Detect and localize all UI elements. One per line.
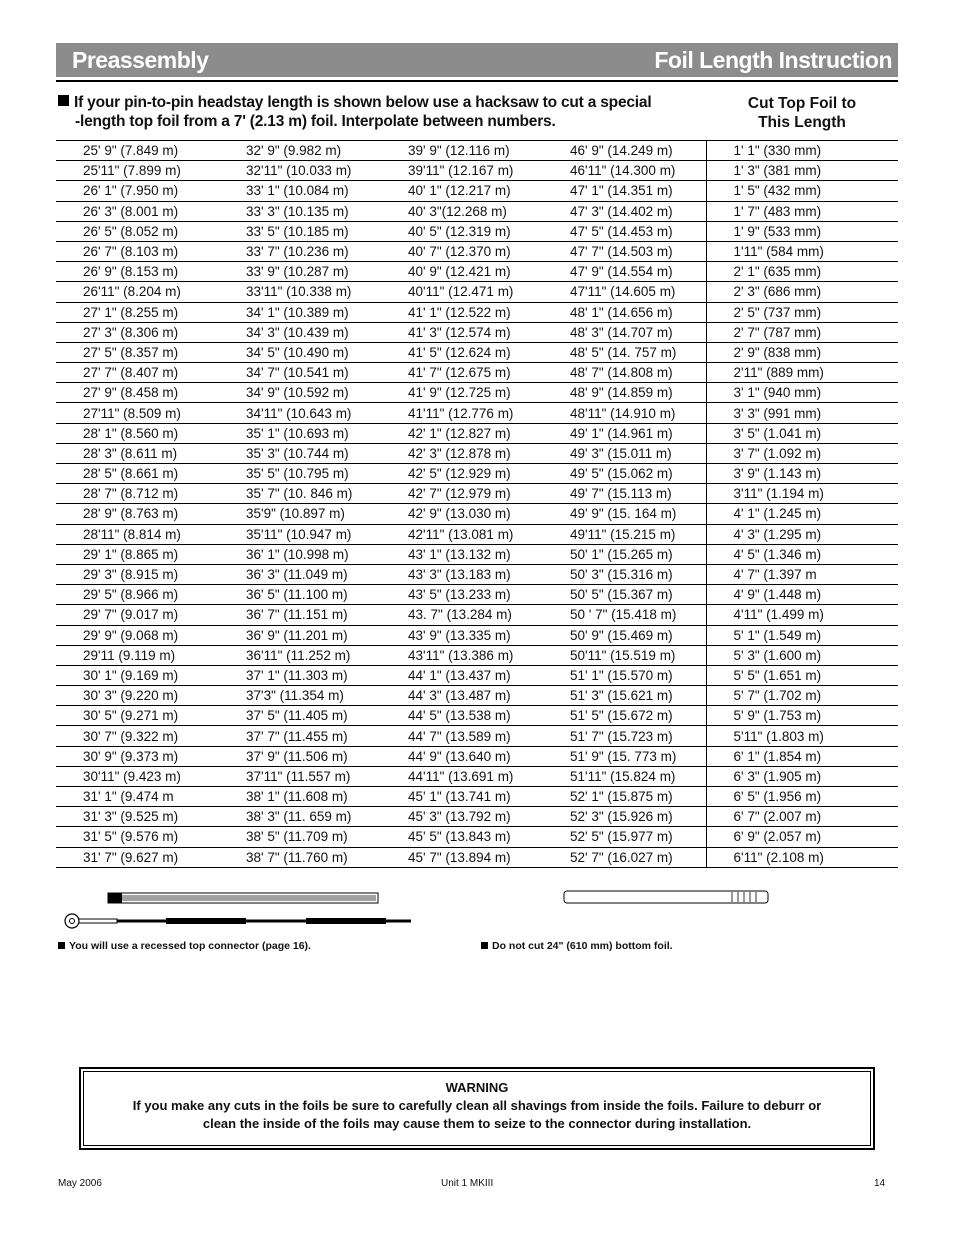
- table-row: [56, 787, 898, 807]
- table-row: [56, 403, 898, 423]
- headstay-length-cell: 48' 5" (14. 757 m): [543, 342, 706, 362]
- headstay-length-cell: 45' 3" (13.792 m): [381, 807, 543, 827]
- headstay-length-cell: 46' 9" (14.249 m): [543, 141, 706, 161]
- headstay-length-cell: 26' 5" (8.052 m): [56, 221, 219, 241]
- headstay-length-cell: 42' 7" (12.979 m): [381, 484, 543, 504]
- headstay-length-cell: 29' 7" (9.017 m): [56, 605, 219, 625]
- headstay-length-cell: 42' 3" (12.878 m): [381, 443, 543, 463]
- warning-line-2: clean the inside of the foils may cause them to seize to the connector during installation.: [202, 1116, 752, 1131]
- bullet-square-icon: [58, 95, 69, 106]
- headstay-length-cell: 40' 5" (12.319 m): [381, 221, 543, 241]
- headstay-length-cell: 44' 3" (13.487 m): [381, 686, 543, 706]
- headstay-length-cell: 34' 7" (10.541 m): [219, 363, 381, 383]
- headstay-length-cell: 31' 5" (9.576 m): [56, 827, 219, 847]
- headstay-length-cell: 51'11" (15.824 m): [543, 766, 706, 786]
- table-row: [56, 322, 898, 342]
- intro-instruction: [58, 93, 698, 131]
- headstay-length-cell: 51' 9" (15. 773 m): [543, 746, 706, 766]
- headstay-length-cell: 43' 5" (13.233 m): [381, 585, 543, 605]
- headstay-length-cell: 30'11" (9.423 m): [56, 766, 219, 786]
- cut-length-cell: 5' 1" (1.549 m): [706, 625, 898, 645]
- cut-length-cell: 4' 1" (1.245 m): [706, 504, 898, 524]
- headstay-length-cell: 27' 9" (8.458 m): [56, 383, 219, 403]
- table-row: [56, 746, 898, 766]
- headstay-length-cell: 31' 7" (9.627 m): [56, 847, 219, 867]
- headstay-length-cell: 51' 1" (15.570 m): [543, 665, 706, 685]
- headstay-length-cell: 47' 7" (14.503 m): [543, 241, 706, 261]
- cut-length-cell: 2' 5" (737 mm): [706, 302, 898, 322]
- headstay-length-cell: 27'11" (8.509 m): [56, 403, 219, 423]
- headstay-length-cell: 35' 7" (10. 846 m): [219, 484, 381, 504]
- table-row: [56, 665, 898, 685]
- cut-title-line-2: This Length: [758, 114, 846, 131]
- headstay-length-cell: 35' 3" (10.744 m): [219, 443, 381, 463]
- cut-length-cell: 5' 9" (1.753 m): [706, 706, 898, 726]
- headstay-length-cell: 30' 5" (9.271 m): [56, 706, 219, 726]
- headstay-length-cell: 30' 1" (9.169 m): [56, 665, 219, 685]
- headstay-length-cell: 45' 7" (13.894 m): [381, 847, 543, 867]
- headstay-length-cell: 52' 5" (15.977 m): [543, 827, 706, 847]
- note-right-text: Do not cut 24" (610 mm) bottom foil.: [492, 940, 673, 952]
- headstay-length-cell: 40' 3"(12.268 m): [381, 201, 543, 221]
- headstay-length-cell: 48'11" (14.910 m): [543, 403, 706, 423]
- headstay-length-cell: 44'11" (13.691 m): [381, 766, 543, 786]
- headstay-length-cell: 42' 5" (12.929 m): [381, 464, 543, 484]
- headstay-length-cell: 35'11" (10.947 m): [219, 524, 381, 544]
- cut-length-cell: 5'11" (1.803 m): [706, 726, 898, 746]
- warning-box: [79, 1067, 875, 1150]
- table-row: [56, 524, 898, 544]
- table-row: [56, 141, 898, 161]
- cut-length-cell: 1' 5" (432 mm): [706, 181, 898, 201]
- table-row: [56, 383, 898, 403]
- cut-length-cell: 2' 7" (787 mm): [706, 322, 898, 342]
- headstay-length-cell: 42' 9" (13.030 m): [381, 504, 543, 524]
- headstay-length-cell: 26' 9" (8.153 m): [56, 262, 219, 282]
- headstay-length-cell: 42' 1" (12.827 m): [381, 423, 543, 443]
- headstay-length-cell: 37'11" (11.557 m): [219, 766, 381, 786]
- headstay-length-cell: 33' 3" (10.135 m): [219, 201, 381, 221]
- table-row: [56, 847, 898, 867]
- headstay-length-cell: 37'3" (11.354 m): [219, 686, 381, 706]
- headstay-length-cell: 33' 1" (10.084 m): [219, 181, 381, 201]
- headstay-length-cell: 40' 7" (12.370 m): [381, 241, 543, 261]
- cut-length-cell: 3' 7" (1.092 m): [706, 443, 898, 463]
- headstay-length-cell: 49' 5" (15.062 m): [543, 464, 706, 484]
- footer-model: Unit 1 MKIII: [441, 1178, 494, 1189]
- bullet-square-icon: [481, 942, 488, 949]
- table-row: [56, 221, 898, 241]
- headstay-length-cell: 50' 1" (15.265 m): [543, 544, 706, 564]
- headstay-length-cell: 49' 3" (15.011 m): [543, 443, 706, 463]
- table-row: [56, 282, 898, 302]
- headstay-length-cell: 26' 7" (8.103 m): [56, 241, 219, 261]
- footer-date: May 2006: [58, 1178, 102, 1189]
- headstay-length-cell: 49' 7" (15.113 m): [543, 484, 706, 504]
- cut-length-cell: 1' 9" (533 mm): [706, 221, 898, 241]
- headstay-length-cell: 48' 7" (14.808 m): [543, 363, 706, 383]
- note-recessed-connector: [58, 940, 311, 952]
- table-body: [56, 141, 898, 867]
- headstay-length-cell: 34' 5" (10.490 m): [219, 342, 381, 362]
- warning-title: WARNING: [445, 1080, 509, 1095]
- headstay-length-cell: 40' 1" (12.217 m): [381, 181, 543, 201]
- headstay-length-cell: 51' 5" (15.672 m): [543, 706, 706, 726]
- section-title: Preassembly: [72, 46, 209, 73]
- headstay-length-cell: 47' 5" (14.453 m): [543, 221, 706, 241]
- table-row: [56, 161, 898, 181]
- headstay-length-cell: 28' 1" (8.560 m): [56, 423, 219, 443]
- table-row: [56, 564, 898, 584]
- section-header-bar: [56, 43, 898, 77]
- cut-length-cell: 6' 1" (1.854 m): [706, 746, 898, 766]
- headstay-length-cell: 36' 5" (11.100 m): [219, 585, 381, 605]
- headstay-length-cell: 35' 5" (10.795 m): [219, 464, 381, 484]
- headstay-length-cell: 49' 9" (15. 164 m): [543, 504, 706, 524]
- headstay-length-cell: 32' 9" (9.982 m): [219, 141, 381, 161]
- headstay-length-cell: 39'11" (12.167 m): [381, 161, 543, 181]
- headstay-length-cell: 46'11" (14.300 m): [543, 161, 706, 181]
- table-row: [56, 464, 898, 484]
- headstay-length-cell: 29' 9" (9.068 m): [56, 625, 219, 645]
- headstay-length-cell: 43'11" (13.386 m): [381, 645, 543, 665]
- table-row: [56, 201, 898, 221]
- cut-length-cell: 3' 5" (1.041 m): [706, 423, 898, 443]
- table-row: [56, 423, 898, 443]
- headstay-length-cell: 38' 3" (11. 659 m): [219, 807, 381, 827]
- headstay-length-cell: 41' 3" (12.574 m): [381, 322, 543, 342]
- headstay-length-cell: 43. 7" (13.284 m): [381, 605, 543, 625]
- table-row: [56, 807, 898, 827]
- headstay-length-cell: 36' 1" (10.998 m): [219, 544, 381, 564]
- cut-length-cell: 1' 3" (381 mm): [706, 161, 898, 181]
- headstay-length-cell: 47' 1" (14.351 m): [543, 181, 706, 201]
- table-row: [56, 181, 898, 201]
- table-row: [56, 605, 898, 625]
- headstay-length-cell: 41' 5" (12.624 m): [381, 342, 543, 362]
- table-row: [56, 726, 898, 746]
- headstay-length-cell: 31' 3" (9.525 m): [56, 807, 219, 827]
- cut-length-cell: 5' 3" (1.600 m): [706, 645, 898, 665]
- headstay-length-cell: 32'11" (10.033 m): [219, 161, 381, 181]
- headstay-length-cell: 34' 9" (10.592 m): [219, 383, 381, 403]
- cut-length-cell: 4'11" (1.499 m): [706, 605, 898, 625]
- cut-length-cell: 4' 7" (1.397 m: [706, 564, 898, 584]
- cut-length-cell: 6'11" (2.108 m): [706, 847, 898, 867]
- cut-length-cell: 3' 1" (940 mm): [706, 383, 898, 403]
- page-title: Foil Length Instruction: [654, 46, 892, 73]
- headstay-length-cell: 52' 1" (15.875 m): [543, 787, 706, 807]
- headstay-length-cell: 33'11" (10.338 m): [219, 282, 381, 302]
- headstay-length-cell: 44' 7" (13.589 m): [381, 726, 543, 746]
- note-left-text: You will use a recessed top connector (page 16).: [69, 940, 311, 952]
- footer-page-number: 14: [874, 1178, 886, 1189]
- headstay-length-cell: 50' 3" (15.316 m): [543, 564, 706, 584]
- table-row: [56, 342, 898, 362]
- headstay-length-cell: 36' 3" (11.049 m): [219, 564, 381, 584]
- headstay-length-cell: 28' 7" (8.712 m): [56, 484, 219, 504]
- headstay-length-cell: 41' 9" (12.725 m): [381, 383, 543, 403]
- cut-length-cell: 2' 3" (686 mm): [706, 282, 898, 302]
- headstay-length-cell: 48' 9" (14.859 m): [543, 383, 706, 403]
- table-row: [56, 766, 898, 786]
- warning-content: [83, 1071, 871, 1146]
- headstay-length-cell: 44' 9" (13.640 m): [381, 746, 543, 766]
- cut-length-cell: 2'11" (889 mm): [706, 363, 898, 383]
- headstay-length-cell: 50' 5" (15.367 m): [543, 585, 706, 605]
- headstay-length-cell: 42'11" (13.081 m): [381, 524, 543, 544]
- warning-line-1: If you make any cuts in the foils be sure to carefully clean all shavings from inside the foils. Failure to deburr or: [132, 1098, 822, 1113]
- headstay-length-cell: 29'11 (9.119 m): [56, 645, 219, 665]
- headstay-length-cell: 36' 7" (11.151 m): [219, 605, 381, 625]
- table-row: [56, 484, 898, 504]
- headstay-length-cell: 27' 3" (8.306 m): [56, 322, 219, 342]
- headstay-length-cell: 28' 3" (8.611 m): [56, 443, 219, 463]
- headstay-length-cell: 50' 9" (15.469 m): [543, 625, 706, 645]
- headstay-length-cell: 34'11" (10.643 m): [219, 403, 381, 423]
- table-row: [56, 827, 898, 847]
- headstay-length-cell: 30' 9" (9.373 m): [56, 746, 219, 766]
- headstay-length-cell: 44' 5" (13.538 m): [381, 706, 543, 726]
- headstay-length-cell: 28' 9" (8.763 m): [56, 504, 219, 524]
- headstay-length-cell: 48' 3" (14.707 m): [543, 322, 706, 342]
- headstay-length-cell: 40'11" (12.471 m): [381, 282, 543, 302]
- cut-length-cell: 1' 7" (483 mm): [706, 201, 898, 221]
- table-row: [56, 645, 898, 665]
- headstay-length-cell: 38' 7" (11.760 m): [219, 847, 381, 867]
- bottom-foil-illustration: [562, 889, 772, 907]
- cut-length-cell: 4' 5" (1.346 m): [706, 544, 898, 564]
- table-row: [56, 544, 898, 564]
- headstay-length-cell: 51' 3" (15.621 m): [543, 686, 706, 706]
- headstay-length-cell: 48' 1" (14.656 m): [543, 302, 706, 322]
- intro-line-2: -length top foil from a 7' (2.13 m) foil. Interpolate between numbers.: [75, 113, 556, 130]
- headstay-length-cell: 39' 9" (12.116 m): [381, 141, 543, 161]
- cut-length-cell: 6' 3" (1.905 m): [706, 766, 898, 786]
- headstay-length-cell: 38' 5" (11.709 m): [219, 827, 381, 847]
- headstay-length-cell: 33' 5" (10.185 m): [219, 221, 381, 241]
- headstay-length-cell: 52' 3" (15.926 m): [543, 807, 706, 827]
- headstay-length-cell: 30' 3" (9.220 m): [56, 686, 219, 706]
- headstay-length-cell: 41' 1" (12.522 m): [381, 302, 543, 322]
- headstay-length-cell: 47'11" (14.605 m): [543, 282, 706, 302]
- table-row: [56, 241, 898, 261]
- headstay-length-cell: 37' 7" (11.455 m): [219, 726, 381, 746]
- headstay-length-cell: 33' 9" (10.287 m): [219, 262, 381, 282]
- table-row: [56, 706, 898, 726]
- headstay-length-cell: 47' 3" (14.402 m): [543, 201, 706, 221]
- headstay-length-cell: 44' 1" (13.437 m): [381, 665, 543, 685]
- headstay-length-cell: 43' 3" (13.183 m): [381, 564, 543, 584]
- headstay-length-cell: 26'11" (8.204 m): [56, 282, 219, 302]
- intro-line-1: If your pin-to-pin headstay length is shown below use a hacksaw to cut a special: [74, 94, 652, 111]
- headstay-length-cell: 52' 7" (16.027 m): [543, 847, 706, 867]
- header-rule: [56, 80, 898, 82]
- cut-length-cell: 4' 9" (1.448 m): [706, 585, 898, 605]
- cut-length-cell: 1'11" (584 mm): [706, 241, 898, 261]
- headstay-length-cell: 37' 1" (11.303 m): [219, 665, 381, 685]
- top-foil-with-connector-illustration: [56, 885, 416, 931]
- headstay-length-cell: 34' 3" (10.439 m): [219, 322, 381, 342]
- headstay-length-cell: 49' 1" (14.961 m): [543, 423, 706, 443]
- headstay-length-cell: 37' 9" (11.506 m): [219, 746, 381, 766]
- cut-length-cell: 3'11" (1.194 m): [706, 484, 898, 504]
- headstay-length-cell: 36' 9" (11.201 m): [219, 625, 381, 645]
- headstay-length-cell: 35'9" (10.897 m): [219, 504, 381, 524]
- table-row: [56, 686, 898, 706]
- cut-length-cell: 4' 3" (1.295 m): [706, 524, 898, 544]
- headstay-length-cell: 38' 1" (11.608 m): [219, 787, 381, 807]
- headstay-length-cell: 26' 3" (8.001 m): [56, 201, 219, 221]
- headstay-length-cell: 35' 1" (10.693 m): [219, 423, 381, 443]
- cut-length-cell: 5' 5" (1.651 m): [706, 665, 898, 685]
- headstay-length-cell: 43' 1" (13.132 m): [381, 544, 543, 564]
- headstay-length-cell: 33' 7" (10.236 m): [219, 241, 381, 261]
- table-row: [56, 504, 898, 524]
- cut-length-cell: 1' 1" (330 mm): [706, 141, 898, 161]
- table-row: [56, 363, 898, 383]
- headstay-length-cell: 27' 7" (8.407 m): [56, 363, 219, 383]
- headstay-length-cell: 50'11" (15.519 m): [543, 645, 706, 665]
- headstay-length-cell: 29' 3" (8.915 m): [56, 564, 219, 584]
- headstay-length-cell: 40' 9" (12.421 m): [381, 262, 543, 282]
- headstay-length-cell: 41' 7" (12.675 m): [381, 363, 543, 383]
- headstay-length-cell: 29' 5" (8.966 m): [56, 585, 219, 605]
- table-row: [56, 302, 898, 322]
- headstay-length-cell: 45' 5" (13.843 m): [381, 827, 543, 847]
- headstay-length-cell: 45' 1" (13.741 m): [381, 787, 543, 807]
- table-row: [56, 262, 898, 282]
- table-row: [56, 625, 898, 645]
- headstay-length-cell: 34' 1" (10.389 m): [219, 302, 381, 322]
- headstay-length-cell: 41'11" (12.776 m): [381, 403, 543, 423]
- headstay-length-cell: 51' 7" (15.723 m): [543, 726, 706, 746]
- headstay-length-cell: 28'11" (8.814 m): [56, 524, 219, 544]
- headstay-length-cell: 27' 1" (8.255 m): [56, 302, 219, 322]
- table-row: [56, 443, 898, 463]
- headstay-length-cell: 27' 5" (8.357 m): [56, 342, 219, 362]
- headstay-length-cell: 31' 1" (9.474 m: [56, 787, 219, 807]
- headstay-length-cell: 47' 9" (14.554 m): [543, 262, 706, 282]
- cut-length-cell: 5' 7" (1.702 m): [706, 686, 898, 706]
- cut-length-cell: 3' 9" (1.143 m): [706, 464, 898, 484]
- headstay-length-cell: 30' 7" (9.322 m): [56, 726, 219, 746]
- cut-length-cell: 6' 9" (2.057 m): [706, 827, 898, 847]
- cut-length-cell: 6' 7" (2.007 m): [706, 807, 898, 827]
- headstay-length-cell: 37' 5" (11.405 m): [219, 706, 381, 726]
- headstay-length-cell: 25' 9" (7.849 m): [56, 141, 219, 161]
- cut-title-line-1: Cut Top Foil to: [747, 95, 857, 112]
- cut-length-cell: 2' 1" (635 mm): [706, 262, 898, 282]
- headstay-length-cell: 29' 1" (8.865 m): [56, 544, 219, 564]
- table-row: [56, 585, 898, 605]
- cut-length-cell: 6' 5" (1.956 m): [706, 787, 898, 807]
- foil-length-table: [56, 140, 898, 868]
- headstay-length-cell: 36'11" (11.252 m): [219, 645, 381, 665]
- headstay-length-cell: 43' 9" (13.335 m): [381, 625, 543, 645]
- note-bottom-foil: [481, 940, 673, 952]
- headstay-length-cell: 28' 5" (8.661 m): [56, 464, 219, 484]
- cut-length-cell: 3' 3" (991 mm): [706, 403, 898, 423]
- headstay-length-cell: 25'11" (7.899 m): [56, 161, 219, 181]
- cut-length-cell: 2' 9" (838 mm): [706, 342, 898, 362]
- headstay-length-cell: 26' 1" (7.950 m): [56, 181, 219, 201]
- headstay-length-cell: 50 ' 7" (15.418 m): [543, 605, 706, 625]
- bullet-square-icon: [58, 942, 65, 949]
- headstay-length-cell: 49'11" (15.215 m): [543, 524, 706, 544]
- cut-column-title: [734, 94, 870, 132]
